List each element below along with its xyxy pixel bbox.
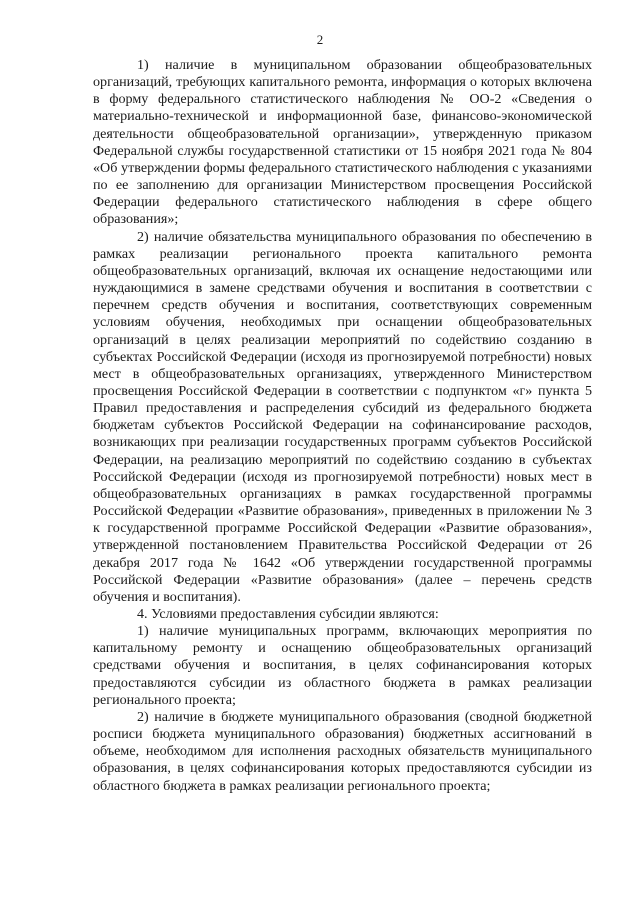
document-body — [93, 57, 592, 795]
paragraph-condition-1: 1) наличие муниципальных программ, включающих мероприятия по капитальному ремонту и оснащению общеобразовательных организаций средствами обучения и воспитания, в целях софинансирования которых предоставляются субсидии из областного бюджета в рамках реализации регионального проекта; — [93, 623, 592, 708]
paragraph-item-2: 2) наличие обязательства муниципального образования по обеспечению в рамках реализации регионального проекта капитального ремонта общеобразовательных организаций, включая их оснащение недостающими или нуждающимися в замене средствами обучения и воспитания в соответствии с перечнем средств обучения и воспитания, соответствующих современным условиям обучения, необходимых при оснащении общеобразовательных организаций в целях реализации мероприятий по содействию созданию в субъектах Российской Федерации (исходя из прогнозируемой потребности) новых мест в общеобразовательных организациях, утвержденного Министерством просвещения Российской Федерации в соответствии с подпунктом «г» пункта 5 Правил предоставления и распределения субсидий из федерального бюджета бюджетам субъектов Российской Федерации на софинансирование расходов, возникающих при реализации государственных программ субъектов Российской Федерации, на реализацию мероприятий по содействию созданию в субъектах Российской Федерации (исходя из прогнозируемой потребности) новых мест в общеобразовательных организациях в рамках государственной программы Российской Федерации «Развитие образования», приведенных в приложении № 3 к государственной программе Российской Федерации «Развитие образования», утвержденной постановлением Правительства Российской Федерации от 26 декабря 2017 года № 1642 «Об утверждении государственной программы Российской Федерации «Развитие образования» (далее – перечень средств обучения и воспитания). — [93, 228, 592, 605]
paragraph-condition-2: 2) наличие в бюджете муниципального образования (сводной бюджетной росписи бюджета муниципального образования) бюджетных ассигнований в объеме, необходимом для исполнения расходных обязательств муниципального образования, в целях софинансирования которых предоставляются субсидии из областного бюджета в рамках реализации регионального проекта; — [93, 708, 592, 794]
paragraph-item-1: 1) наличие в муниципальном образовании общеобразовательных организаций, требующих капитального ремонта, информация о которых включена в форму федерального статистического наблюдения № ОО-2 «Сведения о материально-технической и информационной базе, финансово-экономической деятельности общеобразовательной организации», утвержденную приказом Федеральной службы государственной статистики от 15 ноября 2021 года № 804 «Об утверждении формы федерального статистического наблюдения с указаниями по ее заполнению для организации Министерством просвещения Российской Федерации федерального статистического наблюдения в сфере общего образования»; — [93, 57, 592, 228]
paragraph-section-4: 4. Условиями предоставления субсидии являются: — [137, 606, 439, 622]
page-number: 2 — [316, 32, 324, 47]
